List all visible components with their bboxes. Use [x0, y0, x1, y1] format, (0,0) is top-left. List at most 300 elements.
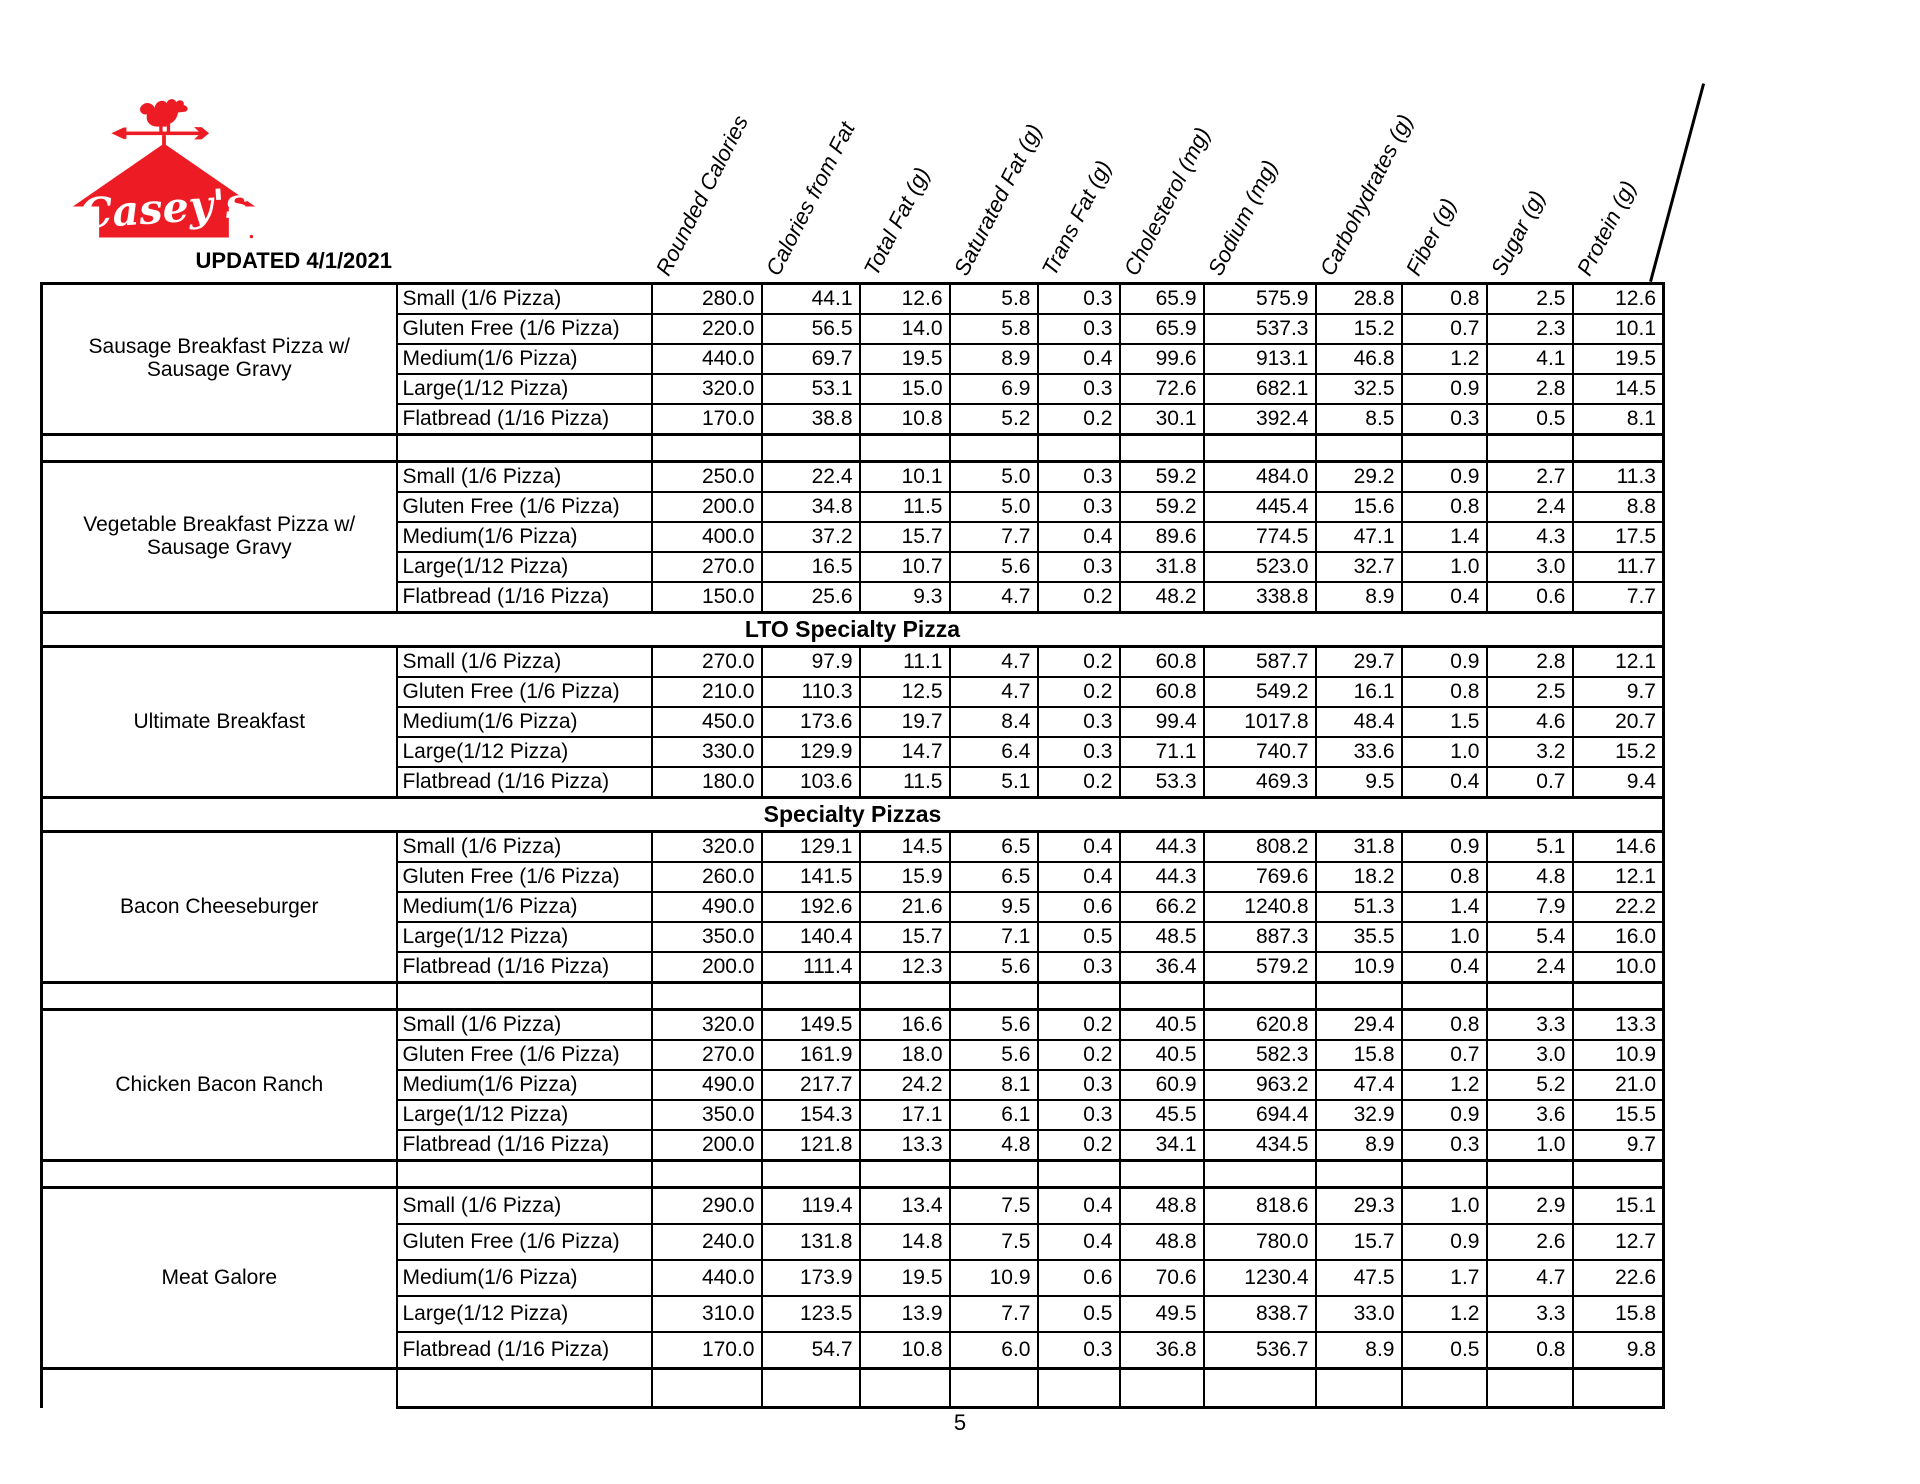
value-cell: 51.3	[1316, 892, 1402, 922]
spacer-cell	[1204, 1161, 1316, 1188]
value-cell: 3.0	[1487, 1040, 1573, 1070]
spacer-cell	[762, 983, 860, 1010]
spacer-cell	[397, 435, 652, 462]
value-cell: 21.6	[860, 892, 950, 922]
value-cell: 620.8	[1204, 1010, 1316, 1041]
value-cell: 217.7	[762, 1070, 860, 1100]
value-cell: 15.1	[1573, 1188, 1664, 1225]
size-cell: Large(1/12 Pizza)	[397, 737, 652, 767]
value-cell: 320.0	[652, 374, 762, 404]
value-cell: 8.1	[950, 1070, 1038, 1100]
value-cell: 14.6	[1573, 832, 1664, 863]
value-cell: 6.0	[950, 1332, 1038, 1369]
value-cell: 5.2	[1487, 1070, 1573, 1100]
column-header-label: Sodium (mg)	[1202, 155, 1283, 280]
spacer-row	[42, 1161, 1664, 1188]
spacer-cell	[1402, 435, 1487, 462]
value-cell: 8.9	[1316, 582, 1402, 613]
size-cell: Flatbread (1/16 Pizza)	[397, 582, 652, 613]
value-cell: 12.6	[1573, 284, 1664, 315]
spacer-cell	[1402, 1161, 1487, 1188]
value-cell: 15.2	[1573, 737, 1664, 767]
page-number: 5	[953, 1410, 967, 1435]
value-cell: 1.4	[1402, 522, 1487, 552]
value-cell: 280.0	[652, 284, 762, 315]
value-cell: 220.0	[652, 314, 762, 344]
value-cell: 0.3	[1038, 707, 1120, 737]
value-cell: 587.7	[1204, 647, 1316, 678]
value-cell: 1.2	[1402, 1070, 1487, 1100]
column-header-label: Fiber (g)	[1400, 194, 1461, 280]
value-cell: 808.2	[1204, 832, 1316, 863]
value-cell: 12.1	[1573, 862, 1664, 892]
value-cell: 0.4	[1038, 522, 1120, 552]
value-cell: 47.5	[1316, 1260, 1402, 1296]
size-cell: Large(1/12 Pizza)	[397, 374, 652, 404]
spacer-cell	[397, 1369, 652, 1408]
value-cell: 15.8	[1316, 1040, 1402, 1070]
value-cell: 0.2	[1038, 404, 1120, 435]
value-cell: 310.0	[652, 1296, 762, 1332]
value-cell: 0.3	[1038, 1100, 1120, 1130]
spacer-row	[42, 435, 1664, 462]
value-cell: 46.8	[1316, 344, 1402, 374]
value-cell: 9.5	[1316, 767, 1402, 798]
nutrition-table	[40, 282, 1665, 1409]
value-cell: 0.4	[1402, 952, 1487, 983]
value-cell: 53.3	[1120, 767, 1204, 798]
value-cell: 16.0	[1573, 922, 1664, 952]
value-cell: 99.6	[1120, 344, 1204, 374]
value-cell: 4.7	[950, 647, 1038, 678]
value-cell: 469.3	[1204, 767, 1316, 798]
value-cell: 490.0	[652, 892, 762, 922]
size-cell: Flatbread (1/16 Pizza)	[397, 952, 652, 983]
column-header-label: Total Fat (g)	[858, 163, 935, 280]
value-cell: 4.7	[950, 677, 1038, 707]
value-cell: 0.3	[1038, 284, 1120, 315]
value-cell: 0.3	[1038, 952, 1120, 983]
value-cell: 7.7	[950, 1296, 1038, 1332]
value-cell: 3.6	[1487, 1100, 1573, 1130]
column-header-label: Protein (g)	[1571, 176, 1641, 280]
value-cell: 0.9	[1402, 1224, 1487, 1260]
value-cell: 537.3	[1204, 314, 1316, 344]
value-cell: 774.5	[1204, 522, 1316, 552]
value-cell: 131.8	[762, 1224, 860, 1260]
value-cell: 10.8	[860, 1332, 950, 1369]
value-cell: 1240.8	[1204, 892, 1316, 922]
value-cell: 5.0	[950, 492, 1038, 522]
value-cell: 48.5	[1120, 922, 1204, 952]
size-cell: Flatbread (1/16 Pizza)	[397, 1332, 652, 1369]
value-cell: 200.0	[652, 1130, 762, 1161]
value-cell: 103.6	[762, 767, 860, 798]
spacer-cell	[1573, 1161, 1664, 1188]
value-cell: 28.8	[1316, 284, 1402, 315]
value-cell: 0.2	[1038, 1040, 1120, 1070]
value-cell: 5.1	[950, 767, 1038, 798]
value-cell: 0.5	[1038, 922, 1120, 952]
value-cell: 0.8	[1402, 492, 1487, 522]
value-cell: 7.5	[950, 1224, 1038, 1260]
spacer-cell	[1038, 1161, 1120, 1188]
value-cell: 579.2	[1204, 952, 1316, 983]
value-cell: 14.5	[1573, 374, 1664, 404]
spacer-cell	[762, 1369, 860, 1408]
value-cell: 66.2	[1120, 892, 1204, 922]
value-cell: 1230.4	[1204, 1260, 1316, 1296]
size-cell: Small (1/6 Pizza)	[397, 1010, 652, 1041]
value-cell: 694.4	[1204, 1100, 1316, 1130]
spacer-cell	[860, 1161, 950, 1188]
value-cell: 0.3	[1038, 374, 1120, 404]
nutrition-row	[42, 284, 1664, 315]
value-cell: 72.6	[1120, 374, 1204, 404]
value-cell: 14.8	[860, 1224, 950, 1260]
value-cell: 200.0	[652, 952, 762, 983]
value-cell: 44.3	[1120, 832, 1204, 863]
value-cell: 18.2	[1316, 862, 1402, 892]
column-header-label: Cholesterol (mg)	[1118, 123, 1215, 280]
value-cell: 9.7	[1573, 1130, 1664, 1161]
size-cell: Small (1/6 Pizza)	[397, 462, 652, 493]
spacer-cell	[1402, 1369, 1487, 1408]
value-cell: 170.0	[652, 404, 762, 435]
value-cell: 13.3	[1573, 1010, 1664, 1041]
value-cell: 161.9	[762, 1040, 860, 1070]
value-cell: 963.2	[1204, 1070, 1316, 1100]
nutrition-row	[42, 1188, 1664, 1225]
value-cell: 0.6	[1038, 892, 1120, 922]
value-cell: 15.7	[860, 522, 950, 552]
value-cell: 16.1	[1316, 677, 1402, 707]
column-header-label: Rounded Calories	[650, 111, 754, 280]
value-cell: 10.8	[860, 404, 950, 435]
nutrition-row	[42, 462, 1664, 493]
spacer-cell	[42, 1369, 397, 1408]
value-cell: 0.2	[1038, 677, 1120, 707]
value-cell: 60.8	[1120, 647, 1204, 678]
value-cell: 5.6	[950, 952, 1038, 983]
value-cell: 33.0	[1316, 1296, 1402, 1332]
value-cell: 12.1	[1573, 647, 1664, 678]
value-cell: 31.8	[1120, 552, 1204, 582]
spacer-cell	[762, 435, 860, 462]
column-header-label: Saturated Fat (g)	[948, 120, 1047, 280]
value-cell: 2.3	[1487, 314, 1573, 344]
value-cell: 65.9	[1120, 314, 1204, 344]
value-cell: 10.7	[860, 552, 950, 582]
value-cell: 913.1	[1204, 344, 1316, 374]
size-cell: Gluten Free (1/6 Pizza)	[397, 492, 652, 522]
value-cell: 5.6	[950, 552, 1038, 582]
value-cell: 2.4	[1487, 952, 1573, 983]
size-cell: Small (1/6 Pizza)	[397, 284, 652, 315]
size-cell: Medium(1/6 Pizza)	[397, 892, 652, 922]
value-cell: 44.3	[1120, 862, 1204, 892]
section-title-row	[42, 798, 1664, 832]
group-name-cell: Sausage Breakfast Pizza w/ Sausage Gravy	[42, 284, 397, 435]
value-cell: 338.8	[1204, 582, 1316, 613]
value-cell: 3.0	[1487, 552, 1573, 582]
size-cell: Small (1/6 Pizza)	[397, 1188, 652, 1225]
value-cell: 60.8	[1120, 677, 1204, 707]
value-cell: 18.0	[860, 1040, 950, 1070]
size-cell: Small (1/6 Pizza)	[397, 647, 652, 678]
value-cell: 4.8	[1487, 862, 1573, 892]
value-cell: 44.1	[762, 284, 860, 315]
value-cell: 40.5	[1120, 1040, 1204, 1070]
value-cell: 575.9	[1204, 284, 1316, 315]
value-cell: 0.2	[1038, 582, 1120, 613]
value-cell: 150.0	[652, 582, 762, 613]
value-cell: 490.0	[652, 1070, 762, 1100]
value-cell: 2.9	[1487, 1188, 1573, 1225]
value-cell: 1.0	[1402, 552, 1487, 582]
value-cell: 450.0	[652, 707, 762, 737]
value-cell: 24.2	[860, 1070, 950, 1100]
nutrition-table-wrap	[40, 282, 1665, 1409]
spacer-cell	[652, 1369, 762, 1408]
value-cell: 270.0	[652, 552, 762, 582]
value-cell: 0.9	[1402, 647, 1487, 678]
value-cell: 48.2	[1120, 582, 1204, 613]
value-cell: 1.4	[1402, 892, 1487, 922]
value-cell: 1.0	[1402, 1188, 1487, 1225]
nutrition-row	[42, 647, 1664, 678]
value-cell: 40.5	[1120, 1010, 1204, 1041]
value-cell: 6.1	[950, 1100, 1038, 1130]
value-cell: 769.6	[1204, 862, 1316, 892]
value-cell: 36.8	[1120, 1332, 1204, 1369]
value-cell: 60.9	[1120, 1070, 1204, 1100]
value-cell: 15.7	[860, 922, 950, 952]
value-cell: 17.1	[860, 1100, 950, 1130]
header-diagonal-line	[1649, 83, 1705, 282]
spacer-cell	[860, 983, 950, 1010]
value-cell: 48.8	[1120, 1188, 1204, 1225]
value-cell: 0.2	[1038, 1010, 1120, 1041]
value-cell: 0.2	[1038, 767, 1120, 798]
value-cell: 32.7	[1316, 552, 1402, 582]
value-cell: 818.6	[1204, 1188, 1316, 1225]
value-cell: 0.4	[1038, 862, 1120, 892]
value-cell: 12.5	[860, 677, 950, 707]
size-cell: Flatbread (1/16 Pizza)	[397, 767, 652, 798]
value-cell: 7.5	[950, 1188, 1038, 1225]
value-cell: 19.5	[860, 344, 950, 374]
nutrition-row	[42, 832, 1664, 863]
spacer-cell	[1120, 435, 1204, 462]
value-cell: 5.6	[950, 1010, 1038, 1041]
value-cell: 30.1	[1120, 404, 1204, 435]
value-cell: 141.5	[762, 862, 860, 892]
value-cell: 111.4	[762, 952, 860, 983]
value-cell: 7.1	[950, 922, 1038, 952]
value-cell: 2.5	[1487, 284, 1573, 315]
value-cell: 13.9	[860, 1296, 950, 1332]
value-cell: 0.8	[1402, 677, 1487, 707]
value-cell: 330.0	[652, 737, 762, 767]
value-cell: 119.4	[762, 1188, 860, 1225]
spacer-cell	[1487, 435, 1573, 462]
spacer-cell	[1487, 983, 1573, 1010]
value-cell: 129.9	[762, 737, 860, 767]
value-cell: 8.4	[950, 707, 1038, 737]
spacer-cell	[42, 983, 397, 1010]
spacer-cell	[42, 1161, 397, 1188]
value-cell: 2.4	[1487, 492, 1573, 522]
value-cell: 9.8	[1573, 1332, 1664, 1369]
value-cell: 12.7	[1573, 1224, 1664, 1260]
value-cell: 350.0	[652, 922, 762, 952]
value-cell: 22.6	[1573, 1260, 1664, 1296]
value-cell: 99.4	[1120, 707, 1204, 737]
value-cell: 2.6	[1487, 1224, 1573, 1260]
value-cell: 682.1	[1204, 374, 1316, 404]
value-cell: 320.0	[652, 1010, 762, 1041]
value-cell: 250.0	[652, 462, 762, 493]
value-cell: 0.3	[1038, 492, 1120, 522]
group-name-cell: Vegetable Breakfast Pizza w/ Sausage Gravy	[42, 462, 397, 613]
value-cell: 9.5	[950, 892, 1038, 922]
value-cell: 445.4	[1204, 492, 1316, 522]
value-cell: 38.8	[762, 404, 860, 435]
value-cell: 10.1	[860, 462, 950, 493]
value-cell: 5.0	[950, 462, 1038, 493]
value-cell: 5.6	[950, 1040, 1038, 1070]
value-cell: 0.8	[1402, 862, 1487, 892]
value-cell: 8.9	[1316, 1130, 1402, 1161]
value-cell: 270.0	[652, 647, 762, 678]
value-cell: 25.6	[762, 582, 860, 613]
value-cell: 0.3	[1038, 1332, 1120, 1369]
value-cell: 15.2	[1316, 314, 1402, 344]
value-cell: 34.8	[762, 492, 860, 522]
value-cell: 0.3	[1038, 1070, 1120, 1100]
spacer-cell	[860, 435, 950, 462]
spacer-cell	[762, 1161, 860, 1188]
spacer-row	[42, 983, 1664, 1010]
value-cell: 22.4	[762, 462, 860, 493]
value-cell: 8.8	[1573, 492, 1664, 522]
value-cell: 97.9	[762, 647, 860, 678]
value-cell: 59.2	[1120, 462, 1204, 493]
value-cell: 320.0	[652, 832, 762, 863]
value-cell: 9.7	[1573, 677, 1664, 707]
size-cell: Medium(1/6 Pizza)	[397, 1260, 652, 1296]
value-cell: 19.7	[860, 707, 950, 737]
value-cell: 54.7	[762, 1332, 860, 1369]
value-cell: 0.2	[1038, 647, 1120, 678]
value-cell: 71.1	[1120, 737, 1204, 767]
value-cell: 29.7	[1316, 647, 1402, 678]
value-cell: 154.3	[762, 1100, 860, 1130]
value-cell: 4.7	[1487, 1260, 1573, 1296]
value-cell: 3.2	[1487, 737, 1573, 767]
value-cell: 59.2	[1120, 492, 1204, 522]
column-header-label: Trans Fat (g)	[1036, 156, 1117, 280]
group-name-cell: Meat Galore	[42, 1188, 397, 1369]
value-cell: 0.6	[1487, 582, 1573, 613]
spacer-cell	[1120, 1161, 1204, 1188]
value-cell: 434.5	[1204, 1130, 1316, 1161]
value-cell: 16.6	[860, 1010, 950, 1041]
spacer-cell	[1573, 983, 1664, 1010]
value-cell: 11.5	[860, 767, 950, 798]
value-cell: 0.7	[1402, 314, 1487, 344]
value-cell: 17.5	[1573, 522, 1664, 552]
value-cell: 240.0	[652, 1224, 762, 1260]
value-cell: 32.9	[1316, 1100, 1402, 1130]
value-cell: 15.5	[1573, 1100, 1664, 1130]
value-cell: 5.8	[950, 314, 1038, 344]
value-cell: 48.4	[1316, 707, 1402, 737]
value-cell: 70.6	[1120, 1260, 1204, 1296]
spacer-cell	[1487, 1161, 1573, 1188]
value-cell: 9.3	[860, 582, 950, 613]
value-cell: 69.7	[762, 344, 860, 374]
value-cell: 11.7	[1573, 552, 1664, 582]
value-cell: 129.1	[762, 832, 860, 863]
value-cell: 9.4	[1573, 767, 1664, 798]
spacer-cell	[950, 983, 1038, 1010]
value-cell: 5.1	[1487, 832, 1573, 863]
value-cell: 0.8	[1402, 1010, 1487, 1041]
value-cell: 1.5	[1402, 707, 1487, 737]
column-header-label: Carbohydrates (g)	[1314, 110, 1418, 280]
value-cell: 523.0	[1204, 552, 1316, 582]
value-cell: 392.4	[1204, 404, 1316, 435]
spacer-cell	[1316, 435, 1402, 462]
size-cell: Gluten Free (1/6 Pizza)	[397, 1040, 652, 1070]
spacer-cell	[652, 983, 762, 1010]
value-cell: 8.5	[1316, 404, 1402, 435]
value-cell: 13.4	[860, 1188, 950, 1225]
value-cell: 1.2	[1402, 344, 1487, 374]
spacer-cell	[1120, 1369, 1204, 1408]
value-cell: 270.0	[652, 1040, 762, 1070]
spacer-cell	[860, 1369, 950, 1408]
spacer-cell	[950, 1369, 1038, 1408]
value-cell: 149.5	[762, 1010, 860, 1041]
value-cell: 6.5	[950, 832, 1038, 863]
value-cell: 440.0	[652, 344, 762, 374]
value-cell: 12.3	[860, 952, 950, 983]
value-cell: 0.9	[1402, 462, 1487, 493]
value-cell: 0.7	[1487, 767, 1573, 798]
value-cell: 0.7	[1402, 1040, 1487, 1070]
value-cell: 549.2	[1204, 677, 1316, 707]
size-cell: Medium(1/6 Pizza)	[397, 344, 652, 374]
value-cell: 0.9	[1402, 1100, 1487, 1130]
value-cell: 400.0	[652, 522, 762, 552]
value-cell: 4.6	[1487, 707, 1573, 737]
value-cell: 8.9	[1316, 1332, 1402, 1369]
value-cell: 47.1	[1316, 522, 1402, 552]
value-cell: 0.4	[1038, 1224, 1120, 1260]
value-cell: 7.7	[1573, 582, 1664, 613]
value-cell: 838.7	[1204, 1296, 1316, 1332]
spacer-cell	[1204, 1369, 1316, 1408]
size-cell: Large(1/12 Pizza)	[397, 552, 652, 582]
section-title-cell: Specialty Pizzas	[42, 798, 1664, 832]
value-cell: 4.1	[1487, 344, 1573, 374]
value-cell: 19.5	[1573, 344, 1664, 374]
value-cell: 21.0	[1573, 1070, 1664, 1100]
size-cell: Flatbread (1/16 Pizza)	[397, 404, 652, 435]
